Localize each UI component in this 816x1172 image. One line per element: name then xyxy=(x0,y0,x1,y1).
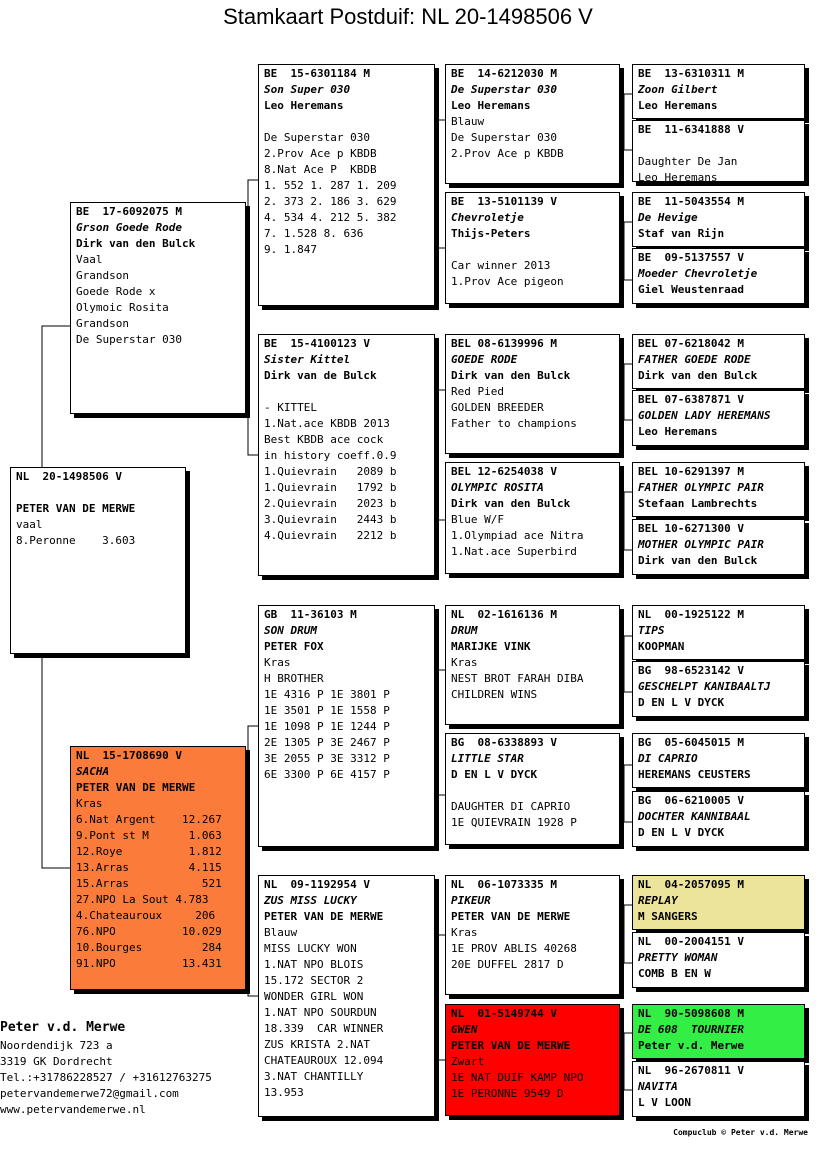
pigeon-name: Chevroletje xyxy=(451,211,524,224)
ring-number: BE 13-6310311 M xyxy=(638,67,744,80)
card-text-line: MISS LUCKY WON xyxy=(264,942,357,955)
owner-email[interactable]: petervandemerwe72@gmail.com xyxy=(0,1087,179,1100)
pigeon-card-g5-6[interactable] xyxy=(632,390,805,446)
card-text-line: 1.NAT NPO SOURDUN xyxy=(264,1006,377,1019)
ring-number: BE 15-4100123 V xyxy=(264,337,370,350)
pigeon-name: OLYMPIC ROSITA xyxy=(451,481,544,494)
pigeon-card-g4-5[interactable] xyxy=(445,605,620,725)
breeder-name: Dirk van de Bulck xyxy=(264,369,377,382)
ring-number: NL 01-5149744 V xyxy=(451,1007,557,1020)
breeder-name: KOOPMAN xyxy=(638,640,685,653)
card-text-line: Blauw xyxy=(451,115,485,128)
ring-number: BG 05-6045015 M xyxy=(638,736,744,749)
pigeon-card-g4-8[interactable] xyxy=(445,1004,620,1116)
ring-number: BE 09-5137557 V xyxy=(638,251,744,264)
card-text-line: 4.Chateauroux 206 xyxy=(76,909,216,922)
ring-number: BEL 08-6139996 M xyxy=(451,337,557,350)
card-text-line: 4.Quievrain 2212 b xyxy=(264,529,397,542)
card-text-line: Car winner 2013 xyxy=(451,259,551,272)
breeder-name: HEREMANS CEUSTERS xyxy=(638,768,751,781)
card-text-line: 2E 1305 P 3E 2467 P xyxy=(264,736,390,749)
pigeon-name: DRUM xyxy=(451,624,478,637)
ring-number: NL 00-2004151 V xyxy=(638,935,744,948)
pigeon-card-dam-sire[interactable] xyxy=(258,605,435,847)
pigeon-name: Son Super 030 xyxy=(264,83,351,96)
breeder-name: COMB B EN W xyxy=(638,967,711,980)
card-text-line: 15.172 SECTOR 2 xyxy=(264,974,364,987)
ring-number: NL 04-2057095 M xyxy=(638,878,744,891)
card-text-line: PETER VAN DE MERWE xyxy=(16,502,136,515)
breeder-name: Giel Weustenraad xyxy=(638,283,744,296)
card-text-line xyxy=(638,138,799,154)
card-text-line: 1.NAT NPO BLOIS xyxy=(264,958,364,971)
card-text-line: De Superstar 030 xyxy=(76,333,182,346)
ring-number: NL 06-1073335 M xyxy=(451,878,557,891)
breeder-name: D EN L V DYCK xyxy=(638,826,725,839)
pigeon-card-g5-1[interactable] xyxy=(632,64,805,119)
pigeon-name: FATHER OLYMPIC PAIR xyxy=(638,481,764,494)
owner-address-line-2: 3319 GK Dordrecht xyxy=(0,1055,113,1068)
card-text-line xyxy=(264,384,429,400)
breeder-name: Dirk van den Bulck xyxy=(451,497,571,510)
pigeon-name: GOLDEN LADY HEREMANS xyxy=(638,409,771,422)
breeder-name: M SANGERS xyxy=(638,910,698,923)
breeder-name: D EN L V DYCK xyxy=(451,768,538,781)
breeder-name: Leo Heremans xyxy=(638,99,718,112)
pigeon-card-g4-1[interactable] xyxy=(445,64,620,184)
card-text-line: 1.Nat.ace Superbird xyxy=(451,545,577,558)
card-text-line: Father to champions xyxy=(451,417,577,430)
card-text-line: 3.NAT CHANTILLY xyxy=(264,1070,364,1083)
pigeon-card-g5-12[interactable] xyxy=(632,791,805,847)
breeder-name: Peter v.d. Merwe xyxy=(638,1039,744,1052)
card-text-line: 1E 1098 P 1E 1244 P xyxy=(264,720,390,733)
card-text-line: Daughter De Jan xyxy=(638,155,738,168)
pigeon-card-g5-4[interactable] xyxy=(632,248,805,304)
page-title: Stamkaart Postduif: NL 20-1498506 V xyxy=(223,4,593,29)
pigeon-name: Sister Kittel xyxy=(264,353,351,366)
pigeon-name: Moeder Chevroletje xyxy=(638,267,758,280)
card-text-line xyxy=(264,114,429,130)
card-text-line: GOLDEN BREEDER xyxy=(451,401,544,414)
card-text-line: WONDER GIRL WON xyxy=(264,990,364,1003)
pigeon-name: DI CAPRIO xyxy=(638,752,698,765)
card-text-line: in history coeff.0.9 xyxy=(264,449,397,462)
pigeon-name: De Superstar 030 xyxy=(451,83,557,96)
card-text-line: 1E NAT DUIF KAMP NPO xyxy=(451,1071,584,1084)
card-text-line: 1E 4316 P 1E 3801 P xyxy=(264,688,390,701)
card-text-line: DAUGHTER DI CAPRIO xyxy=(451,800,571,813)
card-text-line: 1E QUIEVRAIN 1928 P xyxy=(451,816,577,829)
card-text-line: De Superstar 030 xyxy=(451,131,557,144)
pigeon-name: DOCHTER KANNIBAAL xyxy=(638,810,751,823)
card-text-line: H BROTHER xyxy=(264,672,324,685)
pigeon-card-g5-11[interactable] xyxy=(632,733,805,788)
card-text-line: 2. 373 2. 186 3. 629 xyxy=(264,195,397,208)
ring-number: BE 17-6092075 M xyxy=(76,205,182,218)
pigeon-name: Zoon Gilbert xyxy=(638,83,718,96)
pigeon-card-sire-dam[interactable] xyxy=(258,334,435,576)
card-text-line: NEST BROT FARAH DIBA xyxy=(451,672,584,685)
card-text-line: 10.Bourges 284 xyxy=(76,941,222,954)
pigeon-card-g5-3[interactable] xyxy=(632,192,805,247)
breeder-name: Stefaan Lambrechts xyxy=(638,497,758,510)
card-text-line: Blauw xyxy=(264,926,298,939)
card-text-line: 13.953 xyxy=(264,1086,304,1099)
owner-name: Peter v.d. Merwe xyxy=(0,1020,126,1035)
card-text-line: CHILDREN WINS xyxy=(451,688,538,701)
ring-number: BEL 07-6387871 V xyxy=(638,393,744,406)
card-text-line: 1. 552 1. 287 1. 209 xyxy=(264,179,397,192)
ring-number: NL 15-1708690 V xyxy=(76,749,182,762)
card-text-line xyxy=(451,783,614,799)
pigeon-name: DE 608 TOURNIER xyxy=(638,1023,744,1036)
breeder-name: Staf van Rijn xyxy=(638,227,725,240)
card-text-line: 3.Quievrain 2443 b xyxy=(264,513,397,526)
card-text-line: Olymoic Rosita xyxy=(76,301,169,314)
pigeon-card-g4-2[interactable] xyxy=(445,192,620,304)
breeder-name: Dirk van den Bulck xyxy=(638,554,758,567)
card-text-line: 1E PERONNE 9549 D xyxy=(451,1087,564,1100)
pigeon-card-g4-7[interactable] xyxy=(445,875,620,995)
card-text-line xyxy=(451,242,614,258)
card-text-line: 3E 2055 P 3E 3312 P xyxy=(264,752,390,765)
pigeon-card-g5-5[interactable] xyxy=(632,334,805,389)
ring-number: BG 08-6338893 V xyxy=(451,736,557,749)
pigeon-card-g4-4[interactable] xyxy=(445,462,620,574)
pigeon-name: LITTLE STAR xyxy=(451,752,524,765)
ring-number: BEL 10-6291397 M xyxy=(638,465,744,478)
pigeon-name: REPLAY xyxy=(638,894,678,907)
pigeon-card-g5-15[interactable] xyxy=(632,1004,805,1059)
pigeon-card-sire-sire[interactable] xyxy=(258,64,435,306)
pigeon-name: GESCHELPT KANIBAALTJ xyxy=(638,680,771,693)
breeder-name: PETER VAN DE MERWE xyxy=(451,1039,571,1052)
card-text-line: Kras xyxy=(451,926,478,939)
breeder-name: PETER VAN DE MERWE xyxy=(76,781,196,794)
breeder-name: Dirk van den Bulck xyxy=(638,369,758,382)
card-text-line: Blue W/F xyxy=(451,513,504,526)
ring-number: GB 11-36103 M xyxy=(264,608,357,621)
owner-phone: Tel.:+31786228527 / +31612763275 xyxy=(0,1071,212,1084)
card-text-line: Vaal xyxy=(76,253,103,266)
card-text-line: Zwart xyxy=(451,1055,485,1068)
ring-number: BE 14-6212030 M xyxy=(451,67,557,80)
pigeon-card-g4-6[interactable] xyxy=(445,733,620,845)
card-text-line: Kras xyxy=(451,656,478,669)
pigeon-card-g5-13[interactable] xyxy=(632,875,805,930)
card-text-line: 1.Olympiad ace Nitra xyxy=(451,529,584,542)
card-text-line: 6E 3300 P 6E 4157 P xyxy=(264,768,390,781)
pigeon-name: ZUS MISS LUCKY xyxy=(264,894,357,907)
card-text-line: 76.NPO 10.029 xyxy=(76,925,222,938)
pigeon-name: MOTHER OLYMPIC PAIR xyxy=(638,538,764,551)
breeder-name: PETER VAN DE MERWE xyxy=(451,910,571,923)
card-text-line: 1.Nat.ace KBDB 2013 xyxy=(264,417,390,430)
card-text-line: 9.Pont st M 1.063 xyxy=(76,829,222,842)
card-text-line: 20E DUFFEL 2817 D xyxy=(451,958,564,971)
pigeon-card-dam-dam[interactable] xyxy=(258,875,435,1117)
ring-number: NL 96-2670811 V xyxy=(638,1064,744,1077)
breeder-name: Dirk van den Bulck xyxy=(451,369,571,382)
owner-contact-block xyxy=(0,1018,212,1118)
card-text-line: 1.Quievrain 2089 b xyxy=(264,465,397,478)
pigeon-card-g5-2[interactable] xyxy=(632,120,805,182)
pigeon-name: GWEN xyxy=(451,1023,478,1036)
breeder-name: L V LOON xyxy=(638,1096,691,1109)
card-text-line: 1.Quievrain 1792 b xyxy=(264,481,397,494)
card-text-line: Red Pied xyxy=(451,385,504,398)
card-text-line xyxy=(16,485,180,501)
card-text-line: 2.Prov Ace p KBDB xyxy=(451,147,564,160)
pigeon-card-subject[interactable] xyxy=(10,467,186,654)
pigeon-name: GOEDE RODE xyxy=(451,353,518,366)
ring-number: BG 98-6523142 V xyxy=(638,664,744,677)
breeder-name: PETER VAN DE MERWE xyxy=(264,910,384,923)
card-text-line: 18.339 CAR WINNER xyxy=(264,1022,384,1035)
card-text-line: 4. 534 4. 212 5. 382 xyxy=(264,211,397,224)
card-text-line: - KITTEL xyxy=(264,401,317,414)
breeder-name: PETER FOX xyxy=(264,640,324,653)
card-text-line: 13.Arras 4.115 xyxy=(76,861,222,874)
breeder-name: MARIJKE VINK xyxy=(451,640,531,653)
breeder-name: Dirk van den Bulck xyxy=(76,237,196,250)
card-text-line: 6.Nat Argent 12.267 xyxy=(76,813,222,826)
card-text-line: Goede Rode x xyxy=(76,285,156,298)
card-text-line: 9. 1.847 xyxy=(264,243,317,256)
card-text-line: 8.Peronne 3.603 xyxy=(16,534,136,547)
pigeon-name: SON DRUM xyxy=(264,624,317,637)
ring-number: BE 13-5101139 V xyxy=(451,195,557,208)
card-text-line: 27.NPO La Sout 4.783 xyxy=(76,893,209,906)
breeder-name: Leo Heremans xyxy=(451,99,531,112)
card-text-line: ZUS KRISTA 2.NAT xyxy=(264,1038,370,1051)
card-text-line: Grandson xyxy=(76,269,129,282)
card-text-line: Kras xyxy=(76,797,103,810)
pigeon-card-g5-10[interactable] xyxy=(632,661,805,717)
pigeon-name: De Hevige xyxy=(638,211,698,224)
pigeon-card-g5-9[interactable] xyxy=(632,605,805,660)
card-text-line: 1E PROV ABLIS 40268 xyxy=(451,942,577,955)
card-text-line: 2.Prov Ace p KBDB xyxy=(264,147,377,160)
ring-number: NL 90-5098608 M xyxy=(638,1007,744,1020)
breeder-name: Thijs-Peters xyxy=(451,227,531,240)
ring-number: BEL 10-6271300 V xyxy=(638,522,744,535)
card-text-line: 1E 3501 P 1E 1558 P xyxy=(264,704,390,717)
ring-number: NL 09-1192954 V xyxy=(264,878,370,891)
breeder-name: Leo Heremans xyxy=(264,99,344,112)
ring-number: BE 15-6301184 M xyxy=(264,67,370,80)
pigeon-name: TIPS xyxy=(638,624,665,637)
card-text-line: 1.Prov Ace pigeon xyxy=(451,275,564,288)
card-text-line: 7. 1.528 8. 636 xyxy=(264,227,364,240)
ring-number: BE 11-5043554 M xyxy=(638,195,744,208)
card-text-line: 2.Quievrain 2023 b xyxy=(264,497,397,510)
pigeon-name: SACHA xyxy=(76,765,110,778)
breeder-name: D EN L V DYCK xyxy=(638,696,725,709)
credit-text: Compuclub © Peter v.d. Merwe xyxy=(673,1128,808,1137)
ring-number: BEL 12-6254038 V xyxy=(451,465,557,478)
pigeon-card-g5-14[interactable] xyxy=(632,932,805,988)
breeder-name: Leo Heremans xyxy=(638,425,718,438)
ring-number: NL 02-1616136 M xyxy=(451,608,557,621)
card-text-line: 91.NPO 13.431 xyxy=(76,957,222,970)
pigeon-card-sire[interactable] xyxy=(70,202,246,414)
pigeon-card-g5-16[interactable] xyxy=(632,1061,805,1117)
ring-number: BEL 07-6218042 M xyxy=(638,337,744,350)
card-text-line: vaal xyxy=(16,518,43,531)
card-text-line: Leo Heremans xyxy=(638,171,718,182)
card-text-line: 8.Nat Ace P KBDB xyxy=(264,163,377,176)
pigeon-card-g5-8[interactable] xyxy=(632,519,805,575)
pigeon-name: NAVITA xyxy=(638,1080,678,1093)
card-text-line: CHATEAUROUX 12.094 xyxy=(264,1054,384,1067)
card-text-line: 15.Arras 521 xyxy=(76,877,222,890)
card-text-line: Grandson xyxy=(76,317,129,330)
card-text-line: De Superstar 030 xyxy=(264,131,370,144)
card-text-line: Kras xyxy=(264,656,291,669)
pigeon-card-g4-3[interactable] xyxy=(445,334,620,454)
ring-number: BE 11-6341888 V xyxy=(638,123,744,136)
pigeon-name: PRETTY WOMAN xyxy=(638,951,718,964)
ring-number: NL 20-1498506 V xyxy=(16,470,122,483)
pigeon-name: Grson Goede Rode xyxy=(76,221,182,234)
card-text-line: 12.Roye 1.812 xyxy=(76,845,222,858)
owner-website[interactable]: www.petervandemerwe.nl xyxy=(0,1103,146,1116)
ring-number: NL 00-1925122 M xyxy=(638,608,744,621)
pigeon-card-g5-7[interactable] xyxy=(632,462,805,517)
pigeon-name: PIKEUR xyxy=(451,894,491,907)
owner-address-line-1: Noordendijk 723 a xyxy=(0,1039,113,1052)
pigeon-name: FATHER GOEDE RODE xyxy=(638,353,751,366)
pigeon-card-dam[interactable] xyxy=(70,746,246,990)
card-text-line: Best KBDB ace cock xyxy=(264,433,384,446)
ring-number: BG 06-6210005 V xyxy=(638,794,744,807)
